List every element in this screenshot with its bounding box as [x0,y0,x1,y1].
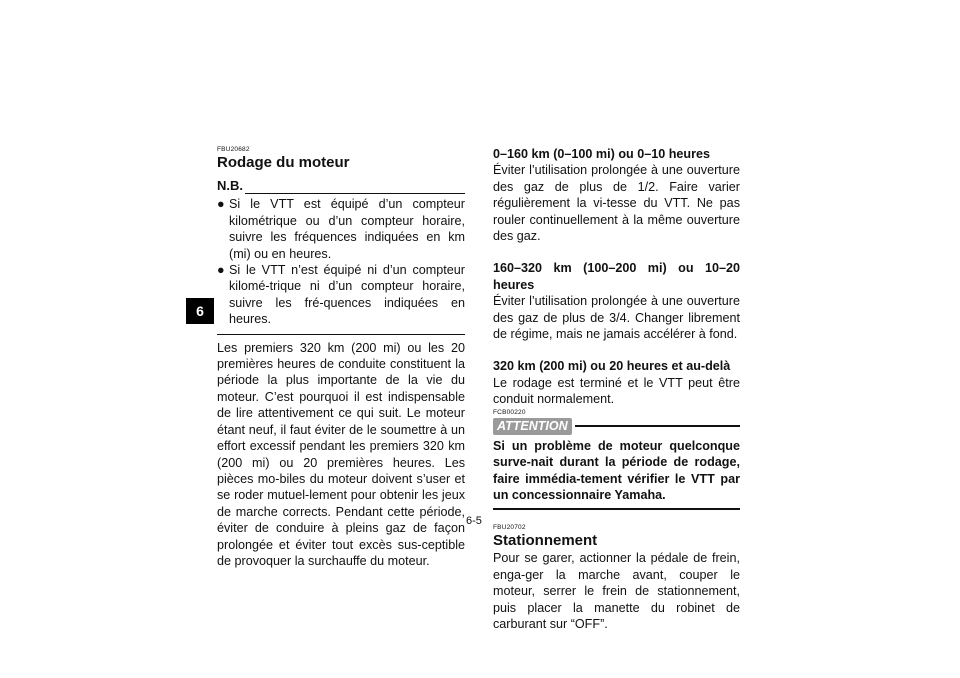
nb-item [217,262,465,328]
section-code-2: FBU20702 [493,524,526,532]
paragraph-4: Pour se garer, actionner la pédale de frein, enga-ger la marche avant, couper le moteur, serrer le frein de stationnement, puis placer la manette du robinet de carburant sur “OFF”. [493,551,740,631]
nb-item [217,196,465,262]
nb-rule [245,187,465,194]
paragraph-2: Éviter l’utilisation prolongée à une ouverture des gaz de plus de 3/4. Changer librement de régime, mais ne jamais accélérer à fond. [493,294,740,342]
attention-rule [575,425,740,427]
attention-header [493,418,740,435]
left-column [217,146,465,569]
nb-item-text: Si le VTT est équipé d’un compteur kilométrique ou d’un compteur horaire, suivre les fréquences indiquées en km (mi) ou en heures. [229,197,465,261]
nb-label: N.B. [217,178,243,193]
bullet-icon: ● [217,197,225,212]
section-heading: Rodage du moteur [217,154,350,171]
chapter-tab: 6 [186,298,214,324]
attention-badge: ATTENTION [493,418,572,435]
body-paragraph: Les premiers 320 km (200 mi) ou les 20 premières heures de conduite constituent la période la plus importante de la vie du moteur. C’est pourquoi il est indispensable de lire attentivement ce qui suit. Le moteur étant neuf, il faut éviter de le soumettre à un effort excessif pendant les premiers 320 km (200 mi) ou 20 premières heures. Les pièces mo-biles du moteur doivent s’user et se roder mutuel-lement pour obtenir les jeux de marche corrects. Pendant cette période, éviter de conduire à pleins gaz de façon prolongée et éviter tout excès sus-ceptible de provoquer la surchauffe du moteur. [217,340,465,568]
page-number: 6-5 [466,515,482,527]
section-code: FBU20682 [217,146,250,153]
nb-header [217,178,465,194]
paragraph-3: Le rodage est terminé et le VTT peut être conduit normalement. [493,375,740,407]
nb-item-text: Si le VTT n’est équipé ni d’un compteur kilomé-trique ni d’un compteur horaire, suivre les fré-quences indiquées en heures. [229,263,465,327]
section-heading-2: Stationnement [493,532,598,550]
nb-end-rule [217,334,465,335]
subheading-3: 320 km (200 mi) ou 20 heures et au-delà [493,359,731,374]
attention-text: Si un problème de moteur quelconque surve-nait durant la période de rodage, faire immédia-tement vérifier le VTT par un concessionnaire Yamaha. [493,438,740,502]
subheading-1: 0–160 km (0–100 mi) ou 0–10 heures [493,147,711,161]
nb-list [217,196,465,327]
right-column [493,146,740,632]
subheading-2: 160–320 km (100–200 mi) ou 10–20 heures [493,261,740,292]
paragraph-1: Éviter l’utilisation prolongée à une ouverture des gaz de plus de 1/2. Faire varier régulièrement la vi-tesse du VTT. Ne pas rouler continuellement à la même ouverture des gaz. [493,163,740,244]
attention-code: FCB00220 [493,408,526,416]
bullet-icon: ● [217,263,225,278]
